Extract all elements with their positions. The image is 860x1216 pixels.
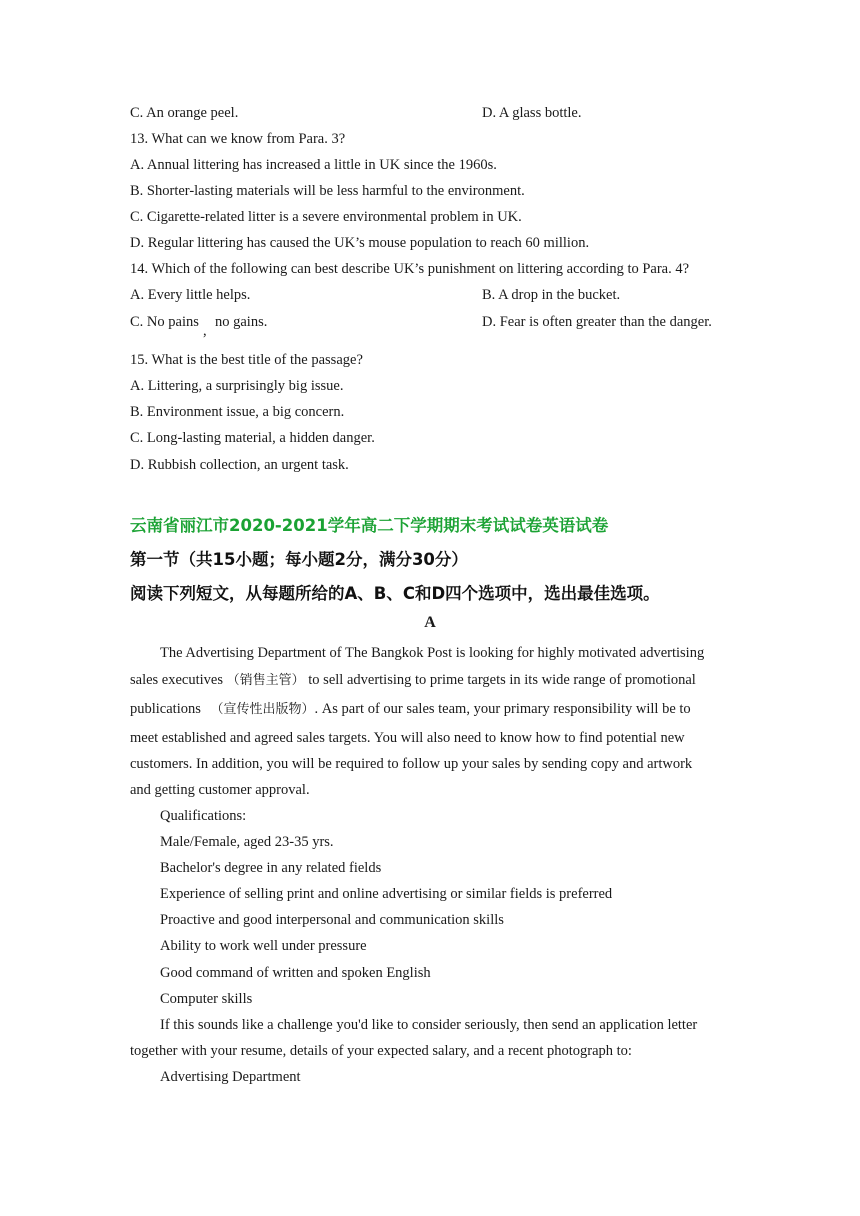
q15-stem: 15. What is the best title of the passage? — [130, 352, 363, 368]
passage-text: . As part of our sales team, your primary responsibility will be to — [314, 701, 691, 717]
qualifications-title: Qualifications: — [160, 808, 247, 824]
passage-line: and getting customer approval. — [130, 782, 310, 798]
passage-letter: A — [424, 614, 436, 631]
q14-option-a: A. Every little helps. — [130, 287, 251, 303]
passage-line — [130, 671, 696, 690]
q13-option-b: B. Shorter-lasting materials will be less harmful to the environment. — [130, 183, 525, 199]
passage-text: sales executives — [130, 672, 224, 688]
passage-text: to sell advertising to prime targets in its wide range of promotional — [308, 672, 696, 688]
passage-line: together with your resume, details of your expected salary, and a recent photograph to: — [130, 1043, 632, 1059]
instructions: 阅读下列短文，从每题所给的A、B、C和D四个选项中，选出最佳选项。 — [130, 584, 660, 603]
exam-title: 云南省丽江市2020-2021学年高二下学期期末考试试卷英语试卷 — [130, 516, 609, 535]
qualification-item: Good command of written and spoken English — [160, 965, 431, 981]
passage-line: customers. In addition, you will be required to follow up your sales by sending copy and artwork — [130, 756, 693, 772]
q13-option-c: C. Cigarette-related litter is a severe environmental problem in UK. — [130, 209, 522, 225]
q13-stem: 13. What can we know from Para. 3? — [130, 131, 346, 147]
qualification-item: Proactive and good interpersonal and communication skills — [160, 912, 504, 928]
chinese-gloss: （销售主管） — [226, 673, 305, 688]
q15-option-b: B. Environment issue, a big concern. — [130, 404, 345, 420]
qualification-item: Experience of selling print and online advertising or similar fields is preferred — [160, 886, 613, 902]
passage-line: meet established and agreed sales targets. You will also need to know how to find potential new — [130, 730, 685, 746]
q14-option-d: D. Fear is often greater than the danger. — [482, 314, 712, 330]
address-line: Advertising Department — [160, 1069, 301, 1085]
section-heading: 第一节（共15小题；每小题2分，满分30分） — [130, 550, 468, 569]
q13-option-a: A. Annual littering has increased a little in UK since the 1960s. — [130, 157, 497, 173]
passage-line: If this sounds like a challenge you'd like to consider seriously, then send an application letter — [160, 1017, 698, 1033]
qualification-item: Computer skills — [160, 991, 253, 1007]
q15-option-d: D. Rubbish collection, an urgent task. — [130, 457, 349, 473]
qualification-item: Bachelor's degree in any related fields — [160, 860, 382, 876]
q12-option-c: C. An orange peel. — [130, 105, 239, 121]
q14-option-c-part1: C. No pains — [130, 314, 199, 330]
passage-text: publications — [130, 701, 201, 717]
q15-option-c: C. Long-lasting material, a hidden danger. — [130, 430, 375, 446]
chinese-gloss: （宣传性出版物） — [210, 702, 315, 717]
qualification-item: Ability to work well under pressure — [160, 938, 367, 954]
passage-line: The Advertising Department of The Bangkok Post is looking for highly motivated advertising — [160, 645, 705, 661]
q14-option-b: B. A drop in the bucket. — [482, 287, 621, 303]
qualification-item: Male/Female, aged 23-35 yrs. — [160, 834, 334, 850]
q14-option-c-part2: no gains. — [215, 314, 268, 330]
passage-line — [130, 700, 691, 719]
q15-option-a: A. Littering, a surprisingly big issue. — [130, 378, 344, 394]
q14-stem: 14. Which of the following can best describe UK’s punishment on littering according to Para. 4? — [130, 261, 690, 277]
q13-option-d: D. Regular littering has caused the UK’s mouse population to reach 60 million. — [130, 235, 590, 251]
q14-option-c-comma: , — [203, 323, 207, 339]
q12-option-d: D. A glass bottle. — [482, 105, 582, 121]
